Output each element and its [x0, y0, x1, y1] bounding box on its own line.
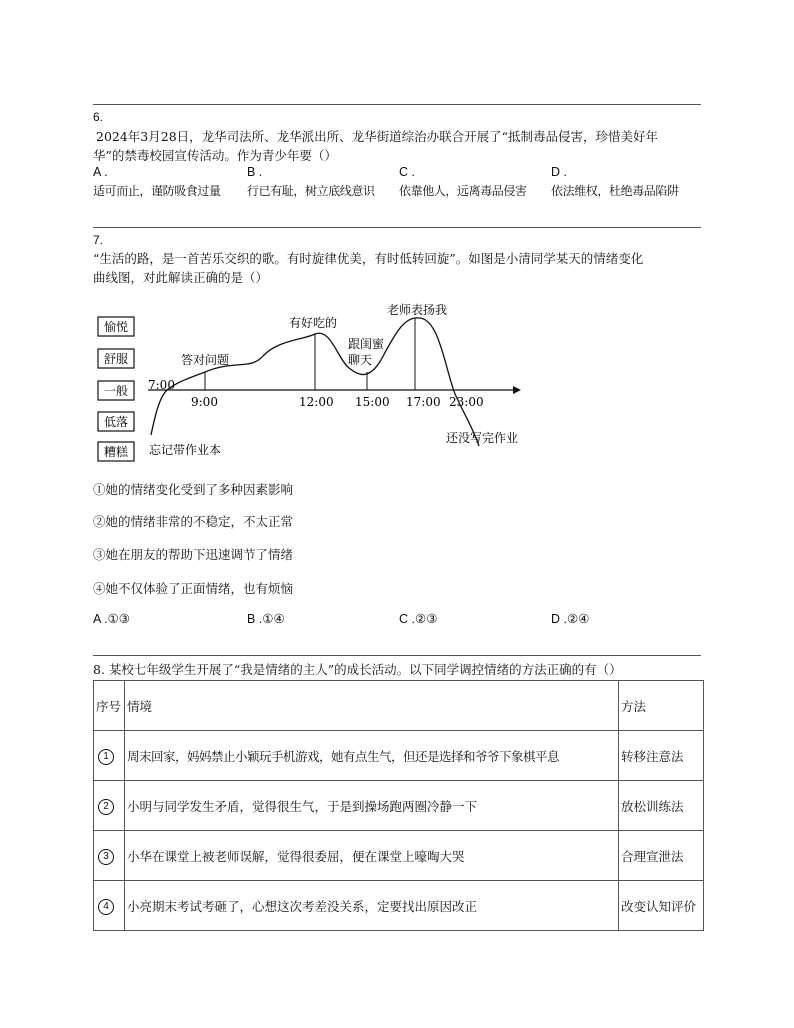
q7-option-d-text: ②④ — [566, 611, 590, 626]
q7-option-d-letter: D . — [551, 612, 567, 626]
q6-stem-line2: 华”的禁毒校园宣传活动。作为青少年要（） — [93, 148, 337, 163]
row-number: 2 — [98, 799, 114, 815]
tick-17: 17:00 — [406, 395, 441, 409]
tick-12: 12:00 — [299, 395, 334, 409]
row-method: 合理宣泄法 — [619, 831, 704, 881]
q6-option-a-letter[interactable]: A . — [93, 165, 108, 179]
q7-option-c[interactable] — [399, 611, 437, 626]
event-chat-line2: 聊天 — [348, 353, 373, 367]
q6-option-b-text: 行已有耻，树立底线意识 — [247, 184, 375, 198]
tick-7: 7:00 — [148, 378, 175, 392]
row-situation: 小华在课堂上被老师误解，觉得很委屈，便在课堂上嚎啕大哭 — [125, 831, 619, 881]
row-situation: 周末回家，妈妈禁止小颖玩手机游戏，她有点生气，但还是选择和爷爷下象棋平息 — [125, 731, 619, 781]
row-number: 3 — [98, 849, 114, 865]
table-row — [94, 731, 704, 781]
q7-option-a-text: ①③ — [107, 611, 131, 626]
q7-option-b-text: ①④ — [262, 611, 285, 626]
methods-table — [93, 680, 704, 931]
q7-divider — [93, 227, 701, 228]
event-answer: 答对问题 — [181, 353, 230, 367]
q7-option-d[interactable] — [551, 611, 589, 626]
q7-option-b-letter: B . — [247, 612, 263, 626]
q6-option-a-text: 适可而止，谨防吸食过量 — [93, 184, 221, 198]
q6-option-d-text: 依法维权，杜绝毒品陷阱 — [551, 184, 679, 198]
table-header-row — [94, 681, 704, 731]
q6-option-b-letter[interactable]: B . — [247, 165, 263, 179]
tick-9: 9:00 — [191, 395, 218, 409]
q7-option-c-letter: C . — [399, 612, 415, 626]
event-homework: 还没写完作业 — [446, 431, 519, 445]
header-method: 方法 — [619, 681, 704, 731]
row-method: 转移注意法 — [619, 731, 704, 781]
q7-number: 7. — [93, 233, 104, 247]
q8-divider — [93, 655, 701, 656]
q8-stem: 8. 某校七年级学生开展了“我是情绪的主人”的成长活动。以下同学调控情绪的方法正确的有（） — [93, 662, 622, 677]
header-no: 序号 — [94, 681, 125, 731]
header-situation: 情境 — [125, 681, 619, 731]
table-row — [94, 781, 704, 831]
q6-number: 6. — [93, 110, 104, 124]
q6-divider — [93, 104, 701, 105]
q7-option-c-text: ②③ — [414, 611, 438, 626]
mood-label-comfortable: 舒服 — [103, 352, 129, 366]
row-situation: 小亮期末考试考砸了，心想这次考差没关系，定要找出原因改正 — [125, 881, 619, 931]
mood-label-normal: 一般 — [103, 384, 129, 398]
table-row — [94, 881, 704, 931]
q7-statement-1: ①她的情绪变化受到了多种因素影响 — [93, 482, 294, 497]
q7-option-b[interactable] — [247, 611, 285, 626]
row-number: 4 — [98, 899, 114, 915]
mood-label-delight: 愉悦 — [103, 320, 129, 334]
table-row — [94, 831, 704, 881]
event-praise: 老师表扬我 — [387, 303, 448, 317]
event-forgot: 忘记带作业本 — [149, 443, 222, 457]
row-method: 改变认知评价 — [619, 881, 704, 931]
q6-option-c-letter[interactable]: C . — [399, 165, 415, 179]
tick-15: 15:00 — [355, 395, 390, 409]
mood-label-low: 低落 — [103, 415, 129, 429]
mood-label-terrible: 糟糕 — [103, 445, 129, 459]
q6-option-c-text: 依靠他人，远离毒品侵害 — [399, 184, 527, 198]
row-method: 放松训练法 — [619, 781, 704, 831]
event-food: 有好吃的 — [289, 316, 338, 330]
mood-level-boxes — [98, 317, 134, 461]
q6-option-d-letter[interactable]: D . — [551, 165, 567, 179]
q7-statement-4: ④她不仅体验了正面情绪，也有烦恼 — [93, 581, 294, 596]
q7-option-a[interactable] — [93, 611, 130, 626]
mood-chart — [93, 298, 533, 468]
q7-statement-3: ③她在朋友的帮助下迅速调节了情绪 — [93, 547, 294, 562]
time-axis-arrow — [513, 386, 521, 394]
row-number: 1 — [98, 749, 114, 765]
q6-stem-line1: 2024年3月28日，龙华司法所、龙华派出所、龙华街道综治办联合开展了“抵制毒品侵害，珍惜美好年 — [96, 129, 659, 144]
q7-option-a-letter: A . — [93, 612, 108, 626]
q7-statement-2: ②她的情绪非常的不稳定，不太正常 — [93, 514, 294, 529]
tick-23: 23:00 — [449, 395, 484, 409]
event-chat-line1: 跟闺蜜 — [348, 337, 385, 351]
q7-stem-line2: 曲线图，对此解读正确的是（） — [93, 270, 269, 285]
q7-stem-line1: “生活的路，是一首苦乐交织的歌。有时旋律优美，有时低转回旋”。如图是小清同学某天的情绪变化 — [93, 251, 644, 266]
row-situation: 小明与同学发生矛盾，觉得很生气，于是到操场跑两圈冷静一下 — [125, 781, 619, 831]
